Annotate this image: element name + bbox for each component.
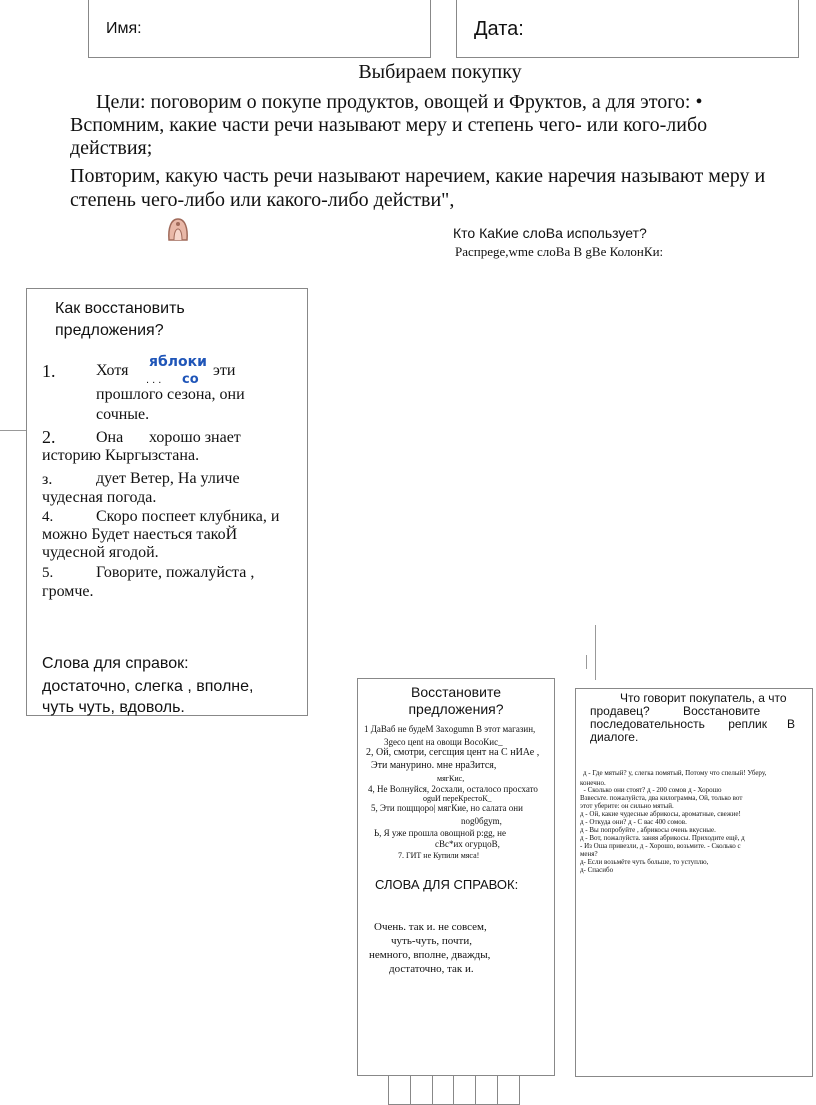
item-5-text-c: громче.: [42, 583, 94, 600]
dialog-line-2: конечно.: [580, 779, 606, 787]
middle-line-2: 3geco цent на овощи ВосоКис_: [384, 737, 503, 747]
dialog-line-7: д - Откуда они? д - С вас 400 сомов.: [580, 818, 687, 826]
item-4-number: 4.: [42, 509, 54, 525]
strip-cell: [498, 1076, 520, 1105]
task-question: Кто КаКие слоВа использует?: [453, 225, 647, 241]
middle-card-heading-2: предложения?: [408, 701, 504, 717]
dialog-line-6: д - Ой, какие чудесные абрикосы, ароматные, свежие!: [580, 810, 741, 818]
dialog-line-10: - Из Оша привезли, д - Хорошо, возьмите. - Сколько с: [580, 842, 741, 850]
left-words-line-1: достаточно, слегка , вполне,: [42, 678, 254, 695]
item-3-text-a: дует Ветер, На уличе: [96, 470, 240, 487]
decorative-figure-icon: [165, 216, 191, 242]
right-card-heading-1: Что говорит покупатель, а что: [620, 691, 787, 705]
goals-line-2: Вспомним, какие части речи называют меру и степень чего- или кого-либо: [70, 114, 708, 136]
dialog-line-3: - Сколько они стоят? д - 200 сомов д - Хорошо: [580, 786, 722, 794]
item-2-text-b: хорошо знает: [149, 429, 241, 446]
item-2-text-a: Она: [96, 429, 124, 446]
handwritten-word-1: яблоки: [149, 354, 207, 370]
right-card-heading-4: диалоге.: [590, 730, 639, 744]
item-4-text-d: чудесной ягодой.: [42, 544, 159, 561]
left-card-heading-1: Как восстановить: [55, 300, 185, 317]
middle-words-line-3: немного, вполне, дважды,: [369, 949, 491, 961]
item-1-text-a: Хотя: [96, 362, 129, 379]
item-5-number: 5.: [42, 565, 54, 581]
goals-line-5: степень чего-либо или какого-либо действи",: [70, 189, 455, 211]
item-4-text-c: можно Будет наесться такоЙ: [42, 526, 238, 543]
middle-line-5: мягКис,: [437, 774, 465, 783]
strip-cell: [411, 1076, 433, 1105]
dialog-line-1: д - Где мятый? у, слегка помятый, Потому что спелый! Уберу,: [583, 769, 767, 777]
right-card: [575, 688, 813, 1077]
page-title: Выбираем покупку: [358, 61, 522, 83]
middle-line-4: Эти манурино. мне нраЗится,: [371, 760, 497, 771]
bottom-cell-strip: [388, 1076, 520, 1105]
item-3-text-c: чудесная погода.: [42, 489, 157, 506]
left-words-title: Слова для справок:: [42, 655, 189, 672]
item-1-number: 1.: [42, 361, 56, 381]
middle-words-line-4: достаточно, так и.: [389, 963, 474, 975]
strip-cell: [476, 1076, 498, 1105]
task-instruction: Распреge,wme слоВа В gВе КолонКи:: [455, 244, 664, 259]
divider-mark-1: [595, 625, 596, 680]
dialog-line-11: меня?: [580, 850, 598, 858]
date-label: Дата:: [474, 18, 524, 40]
item-1-text-b: эти: [213, 362, 236, 379]
item-3-number: з.: [42, 471, 53, 488]
dialog-line-12: д- Если возьмёте чуть больше, то уступлю,: [580, 858, 709, 866]
left-words-line-2: чуть чуть, вдоволь.: [42, 699, 185, 716]
middle-words-line-1: Очень. так и. не совсем,: [374, 921, 487, 933]
handwritten-dots: . . .: [146, 374, 162, 386]
middle-line-11: сВс*их огурцоВ,: [435, 839, 500, 849]
middle-line-8: 5, Эти пощщоро| мягКие, но салата они: [371, 803, 523, 813]
middle-words-line-2: чуть-чуть, почти,: [391, 935, 472, 947]
dialog-line-9: д - Вот, пожалуйста. заняя абрикосы. Приходите ещё, д: [580, 834, 745, 842]
middle-card-heading-1: Восстановите: [411, 684, 501, 700]
dialog-line-13: д- Спасибо: [580, 866, 614, 874]
dialog-line-4: Взвесьте. пожалуйста, два килограмма, Ой, только вот: [580, 794, 743, 802]
middle-words-title: СЛОВА ДЛЯ СПРАВОК:: [375, 877, 519, 892]
middle-line-9: nog0бgym,: [461, 816, 502, 826]
handwritten-word-2: со: [182, 372, 199, 387]
middle-line-1: 1 ДаВаб не будеМ Заxogumn В этот магазин,: [364, 724, 536, 734]
dialog-line-5: этот уберите: он сильно мятый.: [580, 802, 674, 810]
strip-cell: [454, 1076, 476, 1105]
strip-cell: [388, 1076, 411, 1105]
item-5-text-a: Говорите, пожалуйста ,: [96, 564, 255, 581]
middle-line-3: 2, Ой, смотри, сегсщия цент на С нИАе ,: [366, 747, 540, 758]
divider-mark-2: [586, 655, 587, 669]
right-card-heading-2: продавец? Восстановите: [590, 704, 761, 718]
name-label: Имя:: [106, 20, 142, 37]
left-card-heading-2: предложения?: [55, 322, 164, 339]
goals-line-3: действия;: [70, 137, 153, 159]
middle-line-6: 4, Не Волнуйся, 2осхали, осталосо просхато: [368, 784, 538, 794]
right-card-heading-3: последовательность реплик В: [590, 717, 795, 731]
strip-cell: [433, 1076, 455, 1105]
goals-line-4: Повторим, какую часть речи называют наречием, какие наречия называют меру и: [70, 165, 766, 187]
item-1-text-d: сочные.: [96, 406, 150, 423]
left-card-side-rule: [0, 430, 26, 431]
middle-line-12: 7. ГИТ не Купили мяса!: [398, 851, 480, 860]
middle-line-7: oguИ переКрестоК_: [423, 794, 492, 803]
goals-line-1: Цели: поговорим о покупе продуктов, овощей и Фруктов, а для этого: •: [96, 91, 703, 113]
item-2-text-c: историю Кыргызстана.: [42, 447, 200, 464]
dialog-line-8: д - Вы попробуйте , абрикосы очень вкусные.: [580, 826, 716, 834]
middle-line-10: Ь, Я уже прошла овощной р:gg, не: [374, 828, 506, 838]
item-4-text-a: Скоро поспеет клубника, и: [96, 508, 280, 525]
item-1-text-c: прошлого сезона, они: [96, 386, 245, 403]
item-2-number: 2.: [42, 427, 56, 447]
